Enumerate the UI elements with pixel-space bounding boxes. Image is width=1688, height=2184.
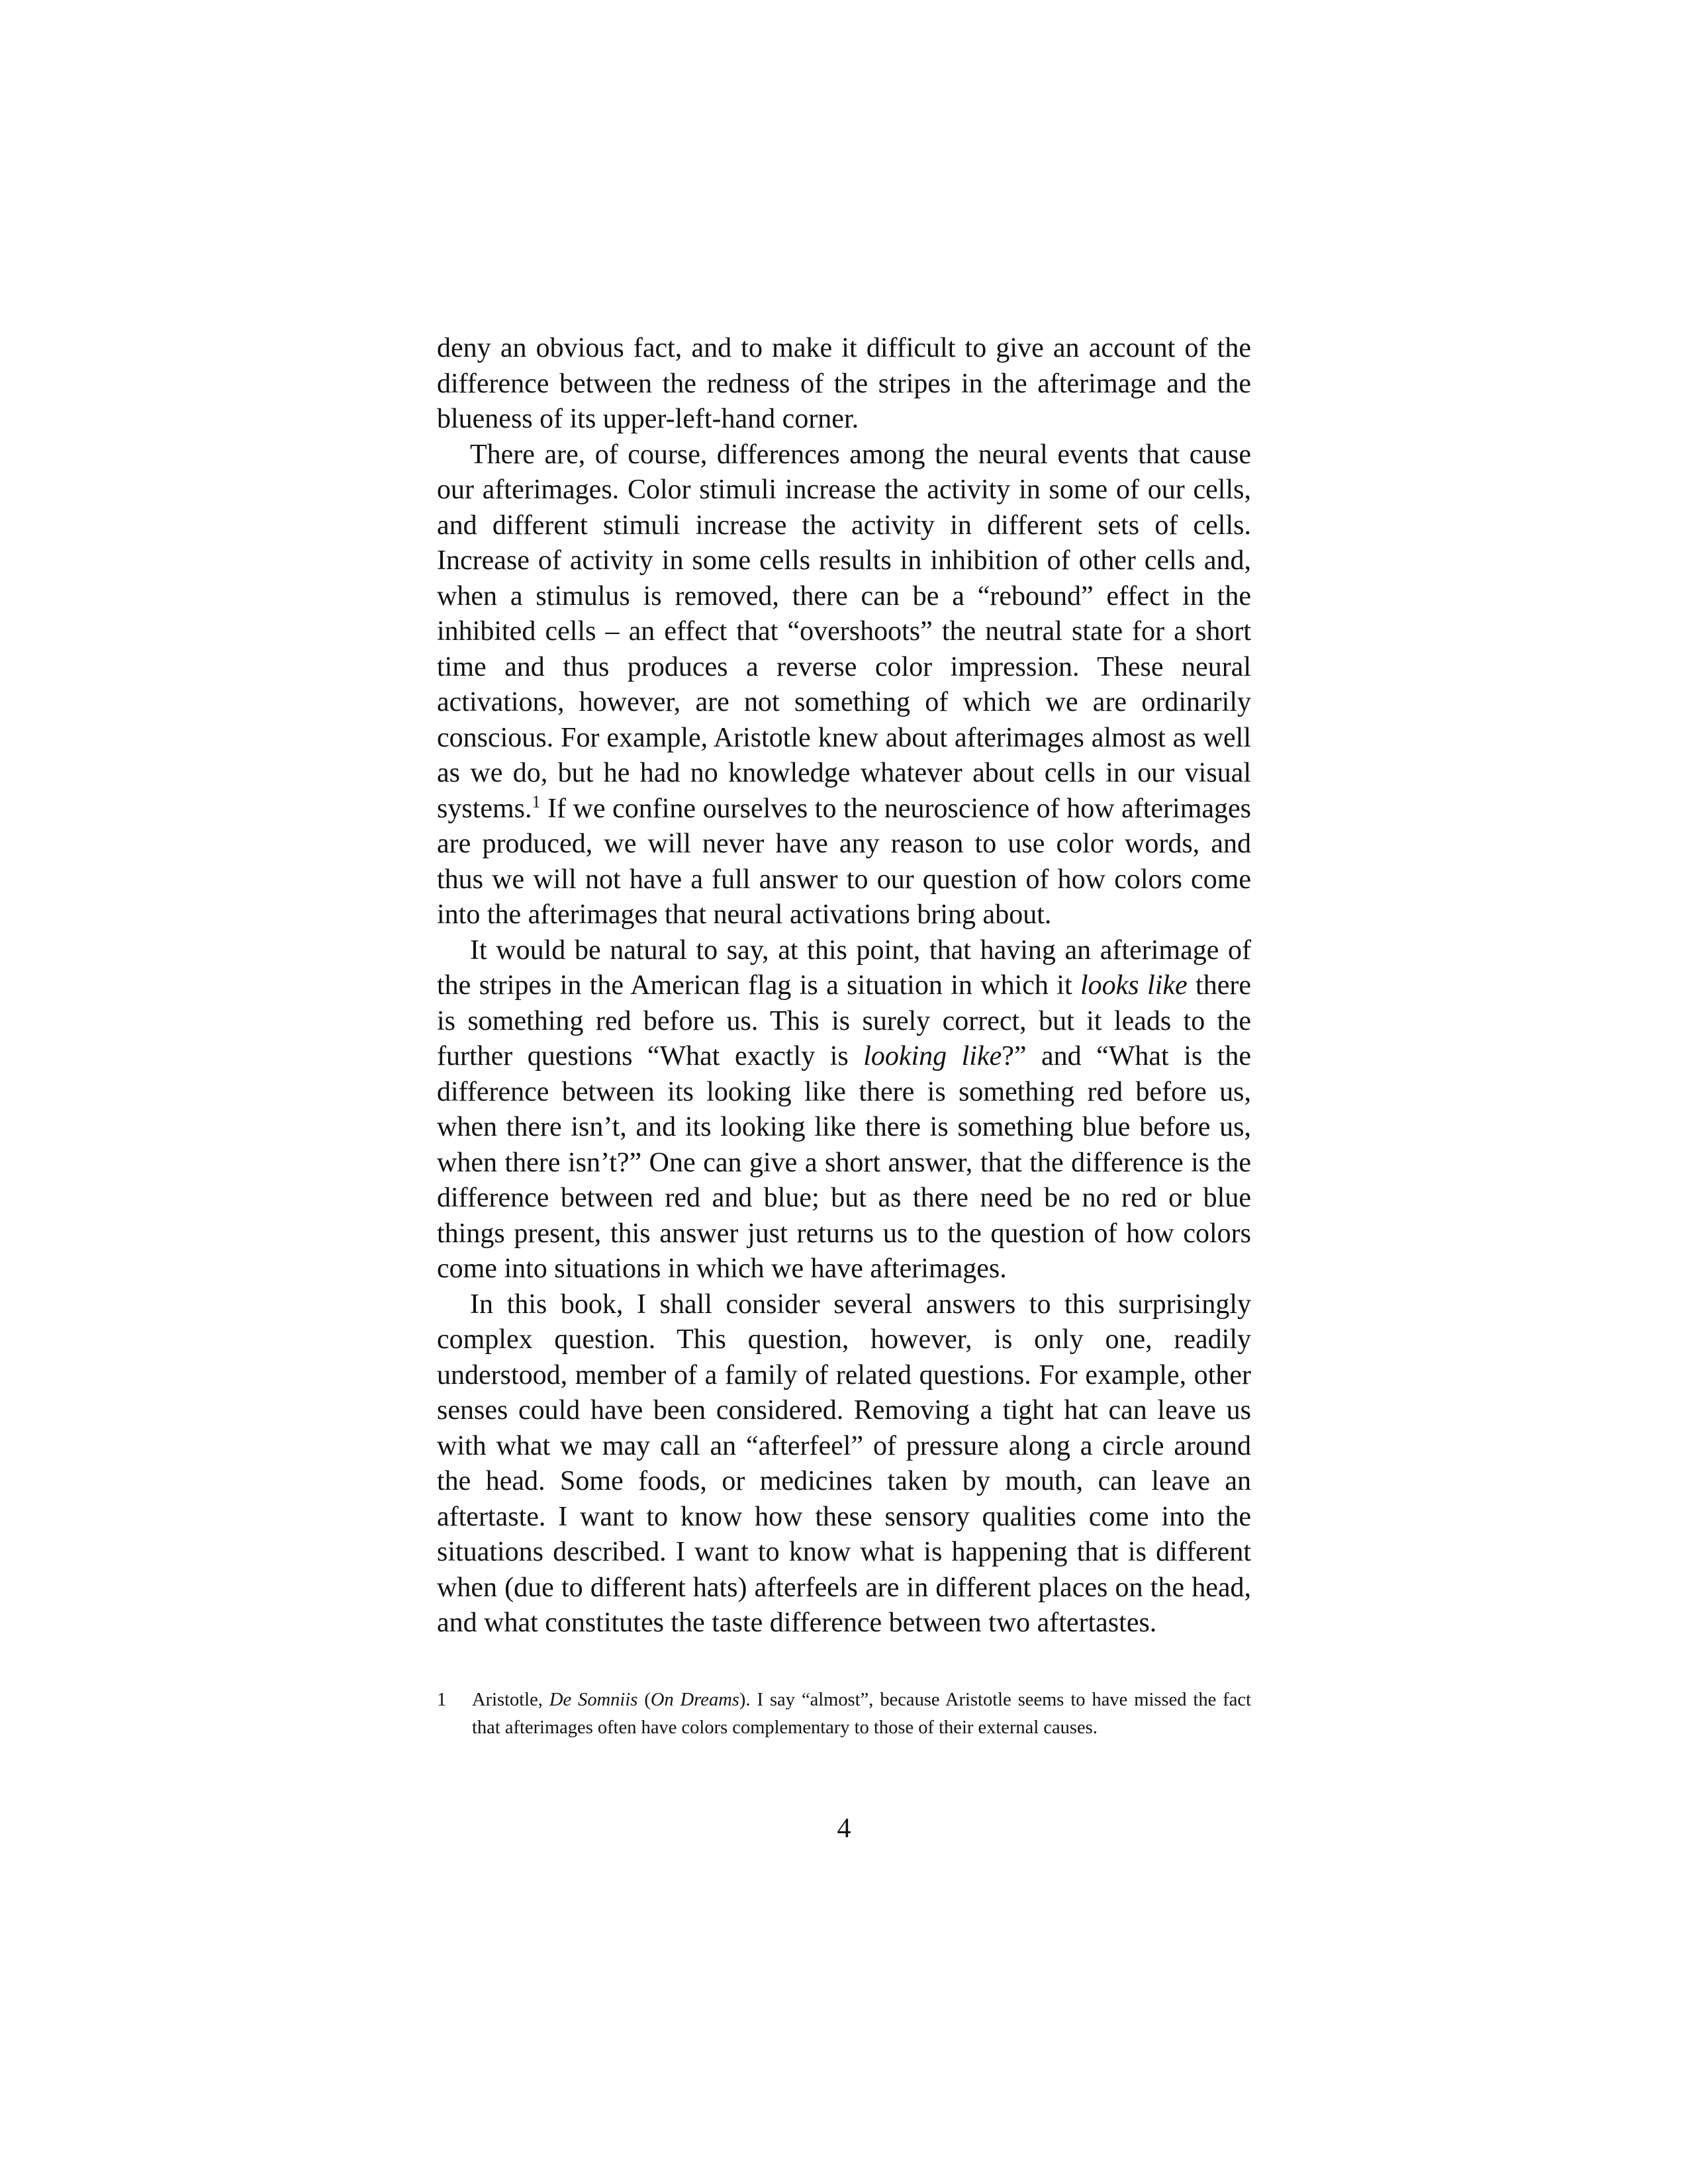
emphasis-looks-like: looks like [1080, 970, 1188, 1001]
footnote-rest: ). I say “almost”, because Aristotle seems to have missed the fact that afterimages often have colors complementary to those of their external causes. [472, 1690, 1251, 1738]
footnote-number: 1 [437, 1690, 447, 1710]
page-number: 4 [837, 1813, 851, 1844]
footnote-open-parenthesis: ( [637, 1690, 651, 1710]
paragraph-2-text-before-note: There are, of course, differences among the neural events that cause our afterimages. Color stimuli increase the activity in some of our cells, and different stimuli increase the activity in different sets of cells. Increase of activity in some cells results in inhibition of other cells and, when a stimulus is removed, there can be a “rebound” effect in the inhibited cells – an effect that “overshoots” the neutral state for a short time and thus produces a reverse color impression. These neural activations, however, are not something of which we are ordinarily conscious. For example, Aristotle knew about afterimages almost as well as we do, but he had no knowledge whatever about cells in our visual systems. [437, 439, 1251, 824]
paragraph-2 [437, 437, 1251, 933]
body-text [437, 331, 1251, 1641]
paragraph-3-text-part-2: there is something red before us. This is surely correct, but it leads to the further questions “What exactly is [437, 970, 1251, 1071]
footnote-prefix: Aristotle, [472, 1690, 549, 1710]
footnote-translation: On Dreams [650, 1690, 739, 1710]
emphasis-looking-like: looking like [863, 1041, 1002, 1071]
paragraph-3 [437, 933, 1251, 1287]
footnote-title: De Somniis [549, 1690, 638, 1710]
footnote-reference: 1 [532, 792, 541, 811]
paragraph-3-text-part-3: ?” and “What is the difference between its looking like there is something red before us, when there isn’t, and its looking like there is something blue before us, when there isn’t?” One can give a short answer, that the difference is the difference between red and blue; but as there need be no red or blue things present, this answer just returns us to the question of how colors come into situations in which we have afterimages. [437, 1041, 1252, 1284]
paragraph-1: deny an obvious fact, and to make it difficult to give an account of the difference between the redness of the stripes in the afterimage and the blueness of its upper-left-hand corner. [437, 333, 1251, 434]
footnote [437, 1686, 1251, 1742]
paragraph-3-text-part-1: It would be natural to say, at this point, that having an afterimage of the stripes in the American flag is a situation in which it [437, 934, 1251, 1001]
paragraph-4: In this book, I shall consider several answers to this surprisingly complex question. This question, however, is only one, readily understood, member of a family of related questions. For example, other senses could have been considered. Removing a tight hat can leave us with what we may call an “afterfeel” of pressure along a circle around the head. Some foods, or medicines taken by mouth, can leave an aftertaste. I want to know how these sensory qualities come into the situations described. I want to know what is happening that is different when (due to different hats) afterfeels are in different places on the head, and what constitutes the taste difference between two aftertastes. [437, 1289, 1251, 1638]
paragraph-2-text-after-note: If we confine ourselves to the neuroscience of how afterimages are produced, we will never have any reason to use color words, and thus we will not have a full answer to our question of how colors come into the afterimages that neural activations bring about. [437, 793, 1251, 930]
footnote-text [472, 1686, 1251, 1742]
